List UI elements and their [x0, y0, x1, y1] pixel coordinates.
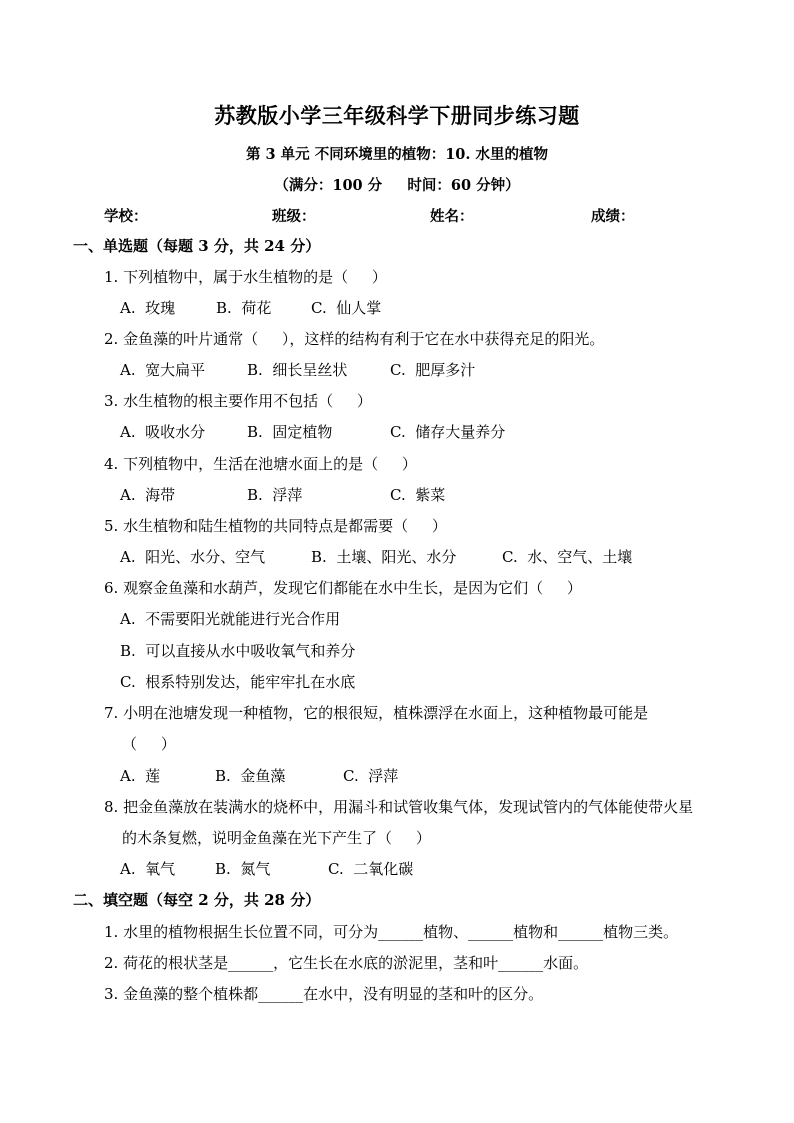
q4-option-a: A. 海带 [120, 486, 176, 504]
q4-option-b: B. 浮萍 [247, 486, 303, 504]
question-5: 5. 水生植物和陆生植物的共同特点是都需要（ ） [104, 517, 447, 535]
page-title: 苏教版小学三年级科学下册同步练习题 [214, 103, 580, 128]
question-2: 2. 金鱼藻的叶片通常（ ），这样的结构有利于它在水中获得充足的阳光。 [104, 330, 605, 348]
name-label: 姓名： [430, 208, 474, 225]
section-heading-fill-blank: 二、填空题（每空 2 分，共 28 分） [73, 891, 321, 909]
student-info-row [0, 205, 794, 227]
question-3: 3. 水生植物的根主要作用不包括（ ） [104, 392, 372, 410]
section-heading-single-choice: 一、单选题（每题 3 分，共 24 分） [73, 237, 321, 255]
question-6: 6. 观察金鱼藻和水葫芦，发现它们都能在水中生长，是因为它们（ ） [104, 579, 582, 597]
school-label: 学校： [104, 208, 148, 225]
q1-option-c: C. 仙人掌 [311, 299, 382, 317]
q7-option-c: C. 浮萍 [343, 767, 399, 785]
q8-option-a: A. 氧气 [120, 860, 176, 878]
q5-option-b: B. 土壤、阳光、水分 [311, 548, 457, 566]
question-1: 1. 下列植物中，属于水生植物的是（ ） [104, 268, 387, 286]
question-7-continued: （ ） [122, 735, 176, 753]
q6-option-b: B. 可以直接从水中吸收氧气和养分 [120, 642, 356, 660]
question-8-continued: 的木条复燃，说明金鱼藻在光下产生了（ ） [122, 829, 431, 847]
q7-option-b: B. 金鱼藻 [215, 767, 286, 785]
q1-option-a: A. 玫瑰 [120, 299, 176, 317]
fill-question-3: 3. 金鱼藻的整个植株都______在水中，没有明显的茎和叶的区分。 [104, 985, 544, 1003]
question-8: 8. 把金鱼藻放在装满水的烧杯中，用漏斗和试管收集气体，发现试管内的气体能使带火星 [104, 798, 694, 816]
q7-option-a: A. 莲 [120, 767, 161, 785]
fill-question-2: 2. 荷花的根状茎是______，它生长在水底的淤泥里，茎和叶______水面。 [104, 954, 589, 972]
score-time-info: （满分：100 分 时间：60 分钟） [274, 177, 520, 194]
q3-option-c: C. 储存大量养分 [390, 423, 506, 441]
class-label: 班级： [272, 208, 316, 225]
q8-option-c: C. 二氧化碳 [328, 860, 414, 878]
unit-subtitle: 第 3 单元 不同环境里的植物：10. 水里的植物 [245, 146, 548, 163]
q6-option-a: A. 不需要阳光就能进行光合作用 [120, 610, 341, 628]
q5-option-c: C. 水、空气、土壤 [502, 548, 633, 566]
q2-option-c: C. 肥厚多汁 [390, 361, 476, 379]
question-4: 4. 下列植物中，生活在池塘水面上的是（ ） [104, 455, 417, 473]
q6-option-c: C. 根系特别发达，能牢牢扎在水底 [120, 673, 356, 691]
grade-label: 成绩： [591, 208, 635, 225]
q1-option-b: B. 荷花 [216, 299, 272, 317]
q2-option-b: B. 细长呈丝状 [247, 361, 348, 379]
q4-option-c: C. 紫菜 [390, 486, 446, 504]
q8-option-b: B. 氮气 [215, 860, 271, 878]
q2-option-a: A. 宽大扁平 [120, 361, 206, 379]
q3-option-a: A. 吸收水分 [120, 423, 206, 441]
question-7: 7. 小明在池塘发现一种植物，它的根很短，植株漂浮在水面上，这种植物最可能是 [104, 704, 649, 722]
q5-option-a: A. 阳光、水分、空气 [120, 548, 266, 566]
fill-question-1: 1. 水里的植物根据生长位置不同，可分为______植物、______植物和______植物三类。 [104, 923, 679, 941]
q3-option-b: B. 固定植物 [247, 423, 333, 441]
